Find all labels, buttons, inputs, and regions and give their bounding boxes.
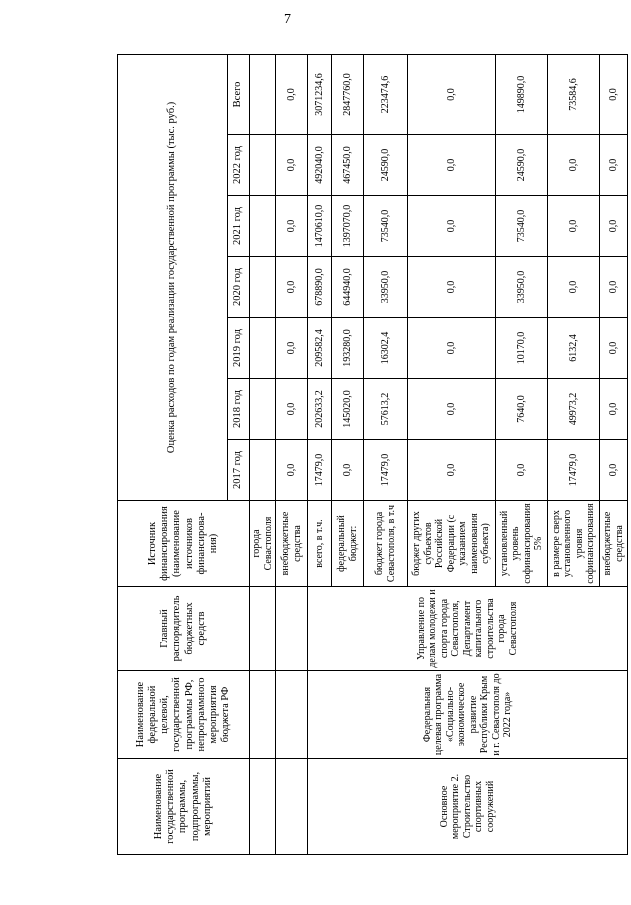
- value-cell: 10170,0: [496, 318, 548, 379]
- value-cell: 17479,0: [308, 440, 332, 501]
- header-administrator: Главный распорядитель бюджетных средств: [118, 587, 250, 671]
- header-year: 2017 год: [228, 440, 250, 501]
- value-cell: 33950,0: [364, 257, 408, 318]
- source-cell: бюджет города Севастополя, в т.ч: [364, 501, 408, 587]
- value-cell: 16302,4: [364, 318, 408, 379]
- header-year: 2020 год: [228, 257, 250, 318]
- value-cell: 209582,4: [308, 318, 332, 379]
- value-cell: 0,0: [548, 135, 600, 196]
- value-cell: 3071234,6: [308, 54, 332, 134]
- program-cell-empty: [276, 671, 308, 759]
- value-cell: 0,0: [332, 440, 364, 501]
- value-cell: 0,0: [408, 379, 496, 440]
- value-cell: [250, 196, 276, 257]
- value-cell: 492040,0: [308, 135, 332, 196]
- value-cell: 0,0: [276, 440, 308, 501]
- value-cell: [250, 440, 276, 501]
- value-cell: 0,0: [276, 379, 308, 440]
- source-cell: внебюджетные средства: [600, 501, 628, 587]
- administrator-cell-empty: [250, 587, 276, 671]
- value-cell: 0,0: [408, 196, 496, 257]
- value-cell: 193280,0: [332, 318, 364, 379]
- value-cell: 1470610,0: [308, 196, 332, 257]
- value-cell: 0,0: [408, 257, 496, 318]
- value-cell: 17479,0: [364, 440, 408, 501]
- administrator-cell-empty: [276, 587, 308, 671]
- value-cell: 73540,0: [496, 196, 548, 257]
- value-cell: 24590,0: [496, 135, 548, 196]
- budget-table-rotated: [117, 55, 627, 855]
- value-cell: 467450,0: [332, 135, 364, 196]
- source-cell: бюджет других субъектов Российской Федерации (с указанием наименования субъекта): [408, 501, 496, 587]
- value-cell: 24590,0: [364, 135, 408, 196]
- value-cell: 0,0: [408, 54, 496, 134]
- source-cell: в размере сверх установленного уровня софинансирования: [548, 501, 600, 587]
- value-cell: [250, 257, 276, 318]
- value-cell: 0,0: [276, 135, 308, 196]
- header-source: Источник финансирования (наименование источников финансирова-ния): [118, 501, 250, 587]
- source-cell: установленный уровень софинансирования 5%: [496, 501, 548, 587]
- value-cell: 2847760,0: [332, 54, 364, 134]
- header-total: Всего: [228, 54, 250, 134]
- value-cell: [250, 135, 276, 196]
- value-cell: 0,0: [548, 257, 600, 318]
- value-cell: 73584,6: [548, 54, 600, 134]
- value-cell: [250, 379, 276, 440]
- value-cell: 6132,4: [548, 318, 600, 379]
- value-cell: [250, 54, 276, 134]
- source-cell: всего, в т.ч.: [308, 501, 332, 587]
- header-year: 2022 год: [228, 135, 250, 196]
- event-cell-empty: [276, 759, 308, 855]
- value-cell: 0,0: [600, 440, 628, 501]
- value-cell: 202633,2: [308, 379, 332, 440]
- header-program-name: Наименование государственной программы, подпрограммы, мероприятий: [118, 759, 250, 855]
- value-cell: 644940,0: [332, 257, 364, 318]
- value-cell: [250, 318, 276, 379]
- value-cell: 0,0: [600, 318, 628, 379]
- value-cell: 57613,2: [364, 379, 408, 440]
- header-year: 2018 год: [228, 379, 250, 440]
- value-cell: 0,0: [600, 196, 628, 257]
- value-cell: 17479,0: [548, 440, 600, 501]
- source-cell: федеральный бюджет:: [332, 501, 364, 587]
- value-cell: 0,0: [600, 257, 628, 318]
- header-estimate: Оценка расходов по годам реализации государственной программы (тыс. руб.): [118, 54, 228, 500]
- event-cell-empty: [250, 759, 276, 855]
- value-cell: 0,0: [408, 318, 496, 379]
- value-cell: 149890,0: [496, 54, 548, 134]
- value-cell: 1397070,0: [332, 196, 364, 257]
- program-cell-empty: [250, 671, 276, 759]
- administrator-name: Управление по делам молодежи и спорта города Севастополя, Департамент капитального строительства города Севастополя: [308, 587, 628, 671]
- page-number: 7: [284, 12, 291, 27]
- value-cell: 49973,2: [548, 379, 600, 440]
- budget-table: [117, 54, 628, 855]
- value-cell: 7640,0: [496, 379, 548, 440]
- value-cell: 73540,0: [364, 196, 408, 257]
- value-cell: 0,0: [548, 196, 600, 257]
- value-cell: 678890,0: [308, 257, 332, 318]
- value-cell: 33950,0: [496, 257, 548, 318]
- value-cell: 0,0: [408, 135, 496, 196]
- value-cell: 0,0: [408, 440, 496, 501]
- value-cell: 0,0: [600, 135, 628, 196]
- value-cell: 0,0: [600, 54, 628, 134]
- header-year: 2019 год: [228, 318, 250, 379]
- source-cell: города Севастополя: [250, 501, 276, 587]
- value-cell: 223474,6: [364, 54, 408, 134]
- value-cell: 0,0: [276, 196, 308, 257]
- federal-program-name: Федеральная целевая программа «Социально-экономическое развитие Республики Крым и г. Севастополя до 2022 года»: [308, 671, 628, 759]
- source-cell: внебюджетные средства: [276, 501, 308, 587]
- value-cell: 0,0: [600, 379, 628, 440]
- header-year: 2021 год: [228, 196, 250, 257]
- value-cell: 0,0: [276, 318, 308, 379]
- value-cell: 0,0: [276, 54, 308, 134]
- value-cell: 0,0: [276, 257, 308, 318]
- header-federal-program: Наименование федеральной целевой, государственной программы РФ, непрограммного мероприятия бюджета РФ: [118, 671, 250, 759]
- event-name: Основное мероприятие 2. Строительство спортивных сооружений: [308, 759, 628, 855]
- value-cell: 0,0: [496, 440, 548, 501]
- value-cell: 145020,0: [332, 379, 364, 440]
